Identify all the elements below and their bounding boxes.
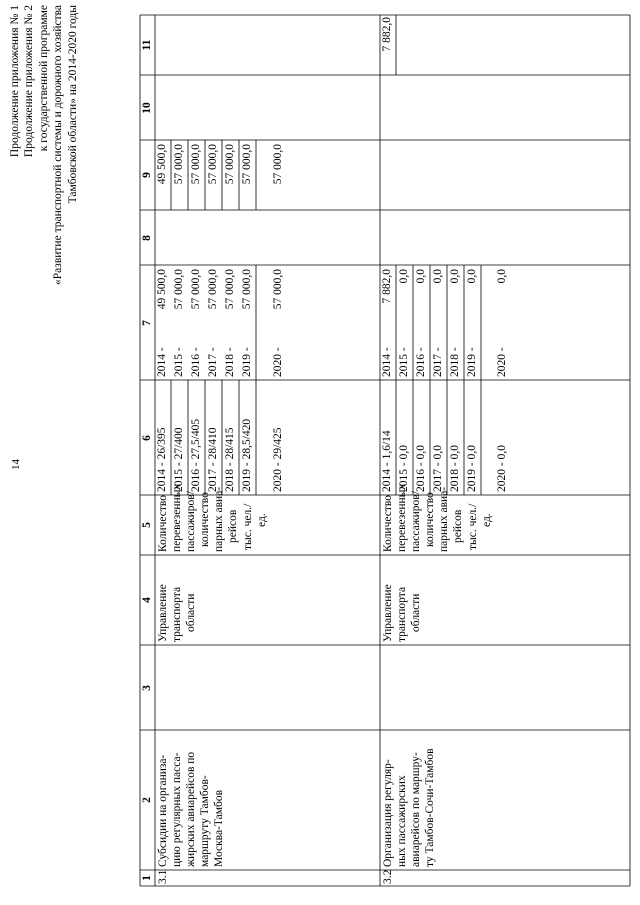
page-number: 14: [10, 459, 22, 470]
col-number-8: 8: [141, 235, 153, 241]
col-number-4: 4: [141, 597, 153, 603]
col-number-11: 11: [141, 39, 153, 51]
row-3-1-number: 3.1: [157, 869, 169, 884]
col-number-7: 7: [141, 320, 153, 326]
header-line-1: Продолжение приложения № 1: [9, 5, 21, 158]
header-line-3: к государственной программе: [37, 5, 50, 152]
col-number-1: 1: [141, 875, 153, 881]
header-line-2: Продолжение приложения № 2: [23, 5, 36, 158]
header-line-5: Тамбовской области» на 2014-2020 годы: [66, 5, 79, 204]
col-number-2: 2: [141, 797, 153, 803]
rotated-page: 14 Продолжение приложения № 1 Продолжение приложения № 2 к государственной программе «Развитие транспортной системы и дорожного хозяйства Тамбовской области» на 2014-2020 годы 1 2 3 4 5 6 7 8 9 10 11 3.1 Субсидии на организа- цию регулярных пасса- жирских авиарейсов по маршруту Тамбов- Москва-Тамбов Управление транспорта области Количество перевезенных пассажиров/ количество парных авиа- рейсов тыс. чел./ ед. 2014 - 26/395 2015 - 27/400 2016 - 27,5/405 2017 - 28/410 2018 - 28/415 2019 - 28,5/420 2020 - 29/425 2014 - 2015 - 2016 - 2017 - 2018 - 2019 - 2020 - 49 500,0 57 000,0 57 000,0 57 000,0 57 000,0 57 000,0 57 000,0 49 500,0 57 000,0 57 000,0 57 000,0 57 000,0 57 000,0 57 000,0 3.2 Организация регуляр- ных пассажирских авиарейсов по маршру- ту Тамбов-Сочи-Тамбов Управление транспорта области Количество перевезенных пассажиров/ количество парных авиа- рейсов тыс. чел./ ед. 2014 - 1,6/14 2015 - 0,0 2016 - 0,0 2017 - 0,0 2018 - 0,0 2019 - 0,0 2020 - 0,0 2014 - 2015 - 2016 - 2017 - 2018 - 2019 - 2020 - 7 882,0 0,0 0,0 0,0 0,0 0,0 0,0 7 882,0: [0, 0, 640, 905]
col-number-10: 10: [141, 102, 153, 114]
header-line-4: «Развитие транспортной системы и дорожного хозяйства: [52, 5, 65, 285]
col-number-9: 9: [141, 172, 153, 178]
row-3-2-number: 3.2: [382, 869, 394, 884]
col-number-5: 5: [141, 522, 153, 528]
col-number-3: 3: [141, 685, 153, 691]
col-number-6: 6: [141, 435, 153, 441]
